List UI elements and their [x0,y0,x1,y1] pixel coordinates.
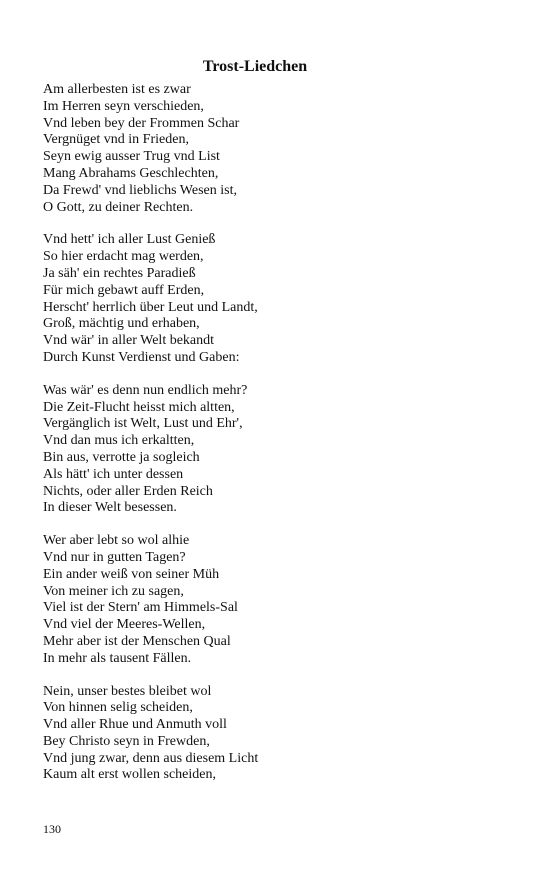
poem-line: Groß, mächtig und erhaben, [43,316,200,332]
poem-line: Die Zeit-Flucht heisst mich altten, [43,399,235,415]
poem-line: Bey Christo seyn in Frewden, [43,733,210,749]
poem-line: Kaum alt erst wollen scheiden, [43,767,217,783]
poem-line: Nein, unser bestes bleibet wol [43,683,212,699]
poem-line: Vergnüget vnd in Frieden, [43,132,189,148]
poem-line: Herscht' herrlich über Leut und Landt, [43,299,258,315]
poem-line: Vnd hett' ich aller Lust Genieß [43,232,216,248]
poem-line: Vnd leben bey der Frommen Schar [43,115,240,131]
poem-line: Vnd nur in gutten Tagen? [43,549,186,565]
poem-line: Von hinnen selig scheiden, [43,700,193,716]
poem-line: Bin aus, verrotte ja sogleich [43,449,200,465]
poem-title: Trost-Liedchen [202,58,308,75]
poem-line: O Gott, zu deiner Rechten. [43,199,194,215]
stanza [43,232,513,366]
poem-line: Nichts, oder aller Erden Reich [43,483,213,499]
poem-line: Von meiner ich zu sagen, [43,583,184,599]
poem-line: Für mich gebawt auff Erden, [43,282,205,298]
poem-line: Vnd jung zwar, denn aus diesem Licht [43,750,259,766]
stanza [43,533,513,667]
poem-body [43,82,513,800]
poem-line: Vnd dan mus ich erkaltten, [43,433,195,449]
poem-line: Vergänglich ist Welt, Lust und Ehr', [43,416,243,432]
stanza [43,383,513,517]
poem-line: Viel ist der Stern' am Himmels-Sal [43,600,238,616]
poem-line: Im Herren seyn verschieden, [43,98,204,114]
poem-line: In mehr als tausent Fällen. [43,650,192,666]
poem-line: Seyn ewig ausser Trug vnd List [43,149,220,165]
poem-line: Als hätt' ich unter dessen [43,466,184,482]
stanza [43,684,513,785]
poem-line: Am allerbesten ist es zwar [43,82,191,97]
poem-line: Was wär' es denn nun endlich mehr? [43,382,248,398]
poem-line: Durch Kunst Verdienst und Gaben: [43,349,240,365]
poem-line: Mehr aber ist der Menschen Qual [43,633,231,649]
page-number: 130 [43,822,61,836]
poem-line: Ein ander weiß von seiner Müh [43,566,220,582]
poem-line: In dieser Welt besessen. [43,500,177,516]
poem-line: Wer aber lebt so wol alhie [43,533,190,549]
poem-line: Vnd aller Rhue und Anmuth voll [43,717,227,733]
poem-line: So hier erdacht mag werden, [43,249,204,265]
poem-line: Vnd viel der Meeres-Wellen, [43,617,206,633]
poem-line: Da Frewd' vnd lieblichs Wesen ist, [43,182,237,198]
poem-line: Ja säh' ein rechtes Paradieß [43,265,196,281]
poem-line: Mang Abrahams Geschlechten, [43,165,219,181]
poem-line: Vnd wär' in aller Welt bekandt [43,333,215,349]
stanza [43,82,513,216]
